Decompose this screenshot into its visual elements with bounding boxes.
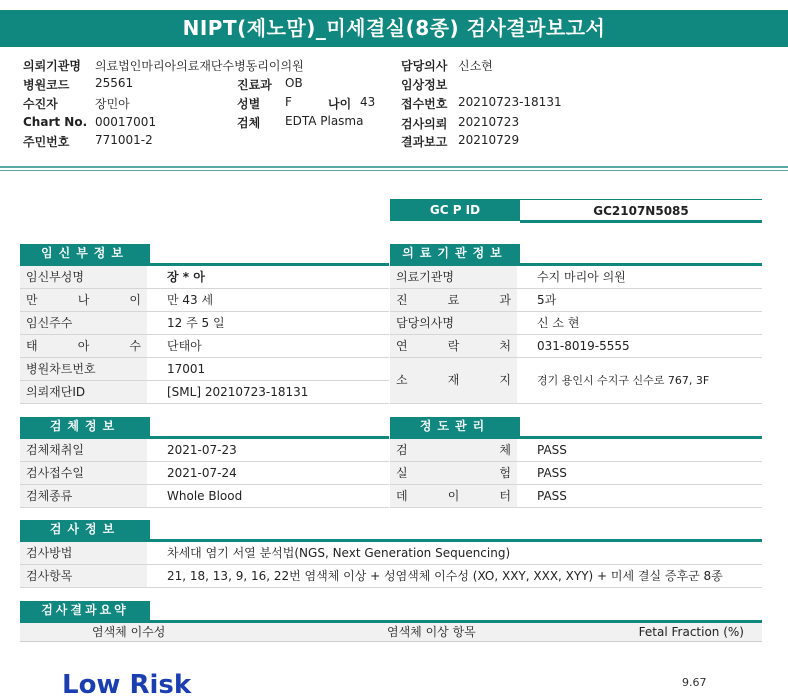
specimen-row (20, 462, 389, 485)
pregnant-row (20, 381, 389, 404)
institution-value: 의료법인마리아의료재단수병동리이의원 (95, 59, 304, 73)
specimen-row-label: 검사접수일 (20, 462, 147, 484)
institution-row-label: 연 락 처 (390, 335, 517, 357)
examinee-label: 수진자 (23, 97, 58, 111)
fetal-fraction-value: 9.67 (682, 676, 707, 689)
pregnant-row-value: 장 * 아 (167, 270, 205, 284)
header-separator (0, 166, 788, 168)
receipt-no-value: 20210723-18131 (458, 95, 562, 109)
qc-row-label: 데 이 터 (390, 485, 517, 507)
summary-header-row (20, 623, 762, 642)
header-separator-thin (0, 170, 788, 171)
request-label: 검사의뢰 (401, 117, 448, 131)
pregnant-row-value: 만 43 세 (167, 293, 214, 307)
specimen-value: EDTA Plasma (285, 114, 364, 128)
test-row (20, 542, 762, 565)
institution-row-label: 진 료 과 (390, 289, 517, 311)
institution-row-label: 소 재 지 (390, 358, 517, 403)
test-row-value: 21, 18, 13, 9, 16, 22번 염색체 이상 + 성염색체 이수성 (XO, XXY, XXX, XYY) + 미세 결실 증후군 8종 (167, 569, 723, 583)
specimen-label: 검체 (237, 116, 261, 130)
specimen-row (20, 439, 389, 462)
qc-row-value: PASS (537, 489, 567, 503)
pregnant-row (20, 358, 389, 381)
institution-row (390, 266, 762, 289)
specimen-row-value: 2021-07-24 (167, 466, 237, 480)
pregnant-row-label: 임신주수 (20, 312, 147, 334)
report-label: 결과보고 (401, 135, 448, 149)
pregnant-row-label: 의뢰재단ID (20, 381, 147, 403)
report-title: NIPT(제노맘)_미세결실(8종) 검사결과보고서 (0, 10, 788, 47)
specimen-heading: 검체정보 (20, 417, 150, 436)
institution-row-value: 신 소 현 (537, 316, 580, 330)
age-label: 나이 (328, 97, 352, 111)
dept-label: 진료과 (237, 78, 272, 92)
institution-row (390, 289, 762, 312)
age-value: 43 (360, 95, 376, 109)
sex-label: 성별 (237, 97, 261, 111)
pregnant-row-value: [SML] 20210723-18131 (167, 385, 309, 399)
qc-row (390, 439, 762, 462)
institution-row-label: 담당의사명 (390, 312, 517, 334)
pregnant-row-label: 병원차트번호 (20, 358, 147, 380)
pregnant-row-value: 단태아 (167, 339, 202, 353)
institution-row-label: 의료기관명 (390, 266, 517, 288)
test-row (20, 565, 762, 588)
pregnant-heading: 임신부정보 (20, 244, 150, 263)
qc-row-label: 실 험 (390, 462, 517, 484)
specimen-row-label: 검체종류 (20, 485, 147, 507)
qc-row-value: PASS (537, 466, 567, 480)
hospital-code-label: 병원코드 (23, 78, 70, 92)
chart-no-label: Chart No. (23, 115, 88, 129)
specimen-row-value: Whole Blood (167, 489, 243, 503)
pregnant-row (20, 289, 389, 312)
examinee-value: 장민아 (95, 97, 130, 111)
dept-value: OB (285, 76, 303, 90)
result-risk: Low Risk (62, 670, 192, 700)
test-heading: 검사정보 (20, 520, 150, 539)
test-row-label: 검사항목 (20, 565, 147, 587)
receipt-no-label: 접수번호 (401, 97, 448, 111)
institution-row-value: 경기 용인시 수지구 신수로 767, 3F (537, 374, 710, 387)
institution-label: 의뢰기관명 (23, 59, 81, 73)
institution-heading: 의료기관정보 (390, 244, 520, 263)
institution-row (390, 358, 762, 404)
resident-no-value: 771001-2 (95, 133, 153, 147)
chart-no-value: 00017001 (95, 115, 157, 129)
doctor-value: 신소현 (458, 59, 493, 73)
institution-row-value: 수지 마리아 의원 (537, 270, 626, 284)
test-row-label: 검사방법 (20, 542, 147, 564)
qc-row (390, 462, 762, 485)
qc-heading: 정도관리 (390, 417, 520, 436)
summary-col-abnormal-items: 염색체 이상 항목 (387, 625, 476, 639)
institution-row (390, 312, 762, 335)
institution-row-value: 5과 (537, 293, 557, 307)
pregnant-row-label: 임신부성명 (20, 266, 147, 288)
institution-row-value: 031-8019-5555 (537, 339, 630, 353)
doctor-label: 담당의사 (401, 59, 448, 73)
hospital-code-value: 25561 (95, 76, 134, 90)
qc-row (390, 485, 762, 508)
pregnant-row (20, 266, 389, 289)
institution-row (390, 335, 762, 358)
report-value: 20210729 (458, 133, 520, 147)
qc-row-label: 검 체 (390, 439, 517, 461)
pregnant-row (20, 312, 389, 335)
summary-col-fetal-fraction: Fetal Fraction (%) (638, 625, 744, 639)
specimen-row-label: 검체채취일 (20, 439, 147, 461)
pregnant-row-value: 17001 (167, 362, 206, 376)
pregnant-row-label: 태 아 수 (20, 335, 147, 357)
pregnant-row (20, 335, 389, 358)
specimen-row (20, 485, 389, 508)
clinical-label: 임상정보 (401, 78, 448, 92)
gcp-id-value: GC2107N5085 (520, 199, 762, 223)
specimen-row-value: 2021-07-23 (167, 443, 237, 457)
test-row-value: 차세대 염기 서열 분석법(NGS, Next Generation Sequencing) (167, 546, 511, 560)
request-value: 20210723 (458, 115, 520, 129)
sex-value: F (285, 95, 292, 109)
summary-col-aneuploidy: 염색체 이수성 (92, 625, 166, 639)
pregnant-row-label: 만 나 이 (20, 289, 147, 311)
summary-heading: 검사결과요약 (20, 601, 150, 620)
qc-row-value: PASS (537, 443, 567, 457)
resident-no-label: 주민번호 (23, 135, 70, 149)
gcp-id-label: GC P ID (390, 199, 520, 221)
pregnant-row-value: 12 주 5 일 (167, 316, 225, 330)
